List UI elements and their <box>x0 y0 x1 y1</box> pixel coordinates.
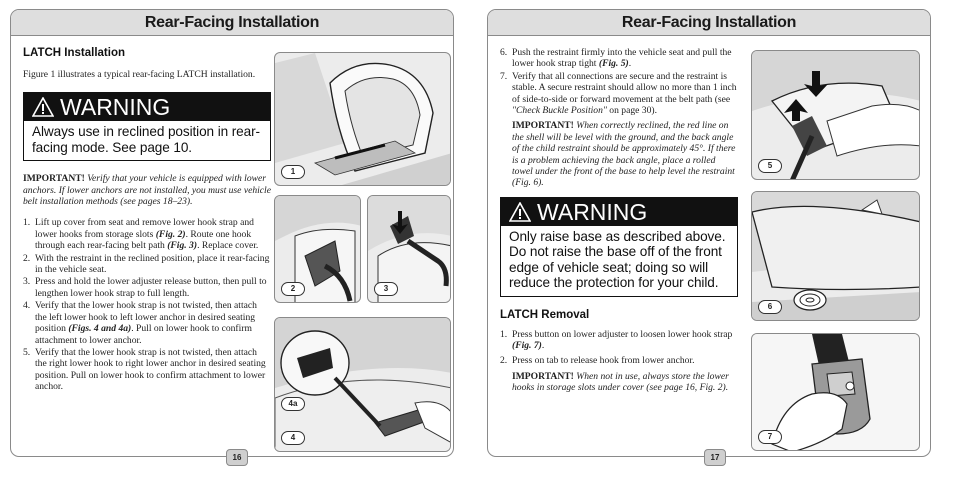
list-item: 5. Verify that the lower hook strap is not twisted, then attach the right lower hook to right lower anchor in desired seating position. Pull on lower hook to confirm attachment to lower anchor. <box>23 346 266 393</box>
left-page <box>10 9 454 462</box>
figure-7-label: 7 <box>758 430 782 444</box>
list-item: 7. Verify that all connections are secure and the restraint is stable. A secure restraint should allow no more than 1 inch of side-to-side or forward movement at the belt path (see "Check Buckle Position" on page 30). <box>500 70 737 117</box>
figure-2 <box>274 195 361 303</box>
figure-5 <box>751 50 920 180</box>
important-text: When not in use, always store the lower hooks in storage slots under cover (see page 16, Fig. 2). <box>512 370 729 394</box>
important-label: IMPORTANT! <box>512 120 574 132</box>
warning-triangle-icon <box>509 202 531 222</box>
list-item: 2. Press on tab to release hook from lower anchor. <box>500 355 695 367</box>
page-title: Rear-Facing Installation <box>11 10 453 36</box>
section-heading: LATCH Removal <box>500 308 590 321</box>
list-item: 1. Lift up cover from seat and remove lower hook strap and lower hooks from storage slots (Fig. 2). Route one hook through each rear-facing belt path (Fig. 3). Replace cover. <box>23 217 259 252</box>
important-text: Verify that your vehicle is equipped with lower anchors. If lower anchors are not installed, you must use vehicle belt installation methods (see pages 18–23). <box>23 173 271 208</box>
page-number: 16 <box>226 449 248 466</box>
right-text-column <box>500 47 738 404</box>
figure-3 <box>367 195 451 303</box>
list-item: 4. Verify that the lower hook strap is not twisted, then attach the left lower hook to left lower anchor in desired seating position (Figs. 4 and 4a). Pull on lower hook to confirm attachment to lower anchor. <box>23 300 257 346</box>
removal-steps <box>500 329 738 367</box>
installation-steps <box>23 217 271 392</box>
figure-6-label: 6 <box>758 300 782 314</box>
warning-body: Always use in reclined position in rear-facing mode. See page 10. <box>32 124 260 155</box>
list-item: 6. Push the restraint firmly into the vehicle seat and pull the lower hook strap tight (Fig. 5). <box>500 47 732 70</box>
list-item: 2. With the restraint in the reclined position, place it rear-facing in the vehicle seat. <box>23 252 270 276</box>
intro-paragraph: Figure 1 illustrates a typical rear-facing LATCH installation. <box>23 69 256 80</box>
figure-4 <box>274 317 451 452</box>
figure-3-label: 3 <box>374 282 398 296</box>
warning-title: WARNING <box>60 94 171 121</box>
important-label: IMPORTANT! <box>23 173 85 185</box>
figure-5-label: 5 <box>758 159 782 173</box>
figure-6 <box>751 191 920 321</box>
figure-1 <box>274 52 451 186</box>
page-number: 17 <box>704 449 726 466</box>
left-text-column <box>23 46 271 394</box>
figure-2-label: 2 <box>281 282 305 296</box>
important-label: IMPORTANT! <box>512 370 574 382</box>
figure-4-label: 4 <box>281 431 305 445</box>
warning-body: Only raise base as described above. Do not raise the base off of the front edge of vehicle seat; doing so will reduce the protection for your child. <box>509 228 726 291</box>
figure-7 <box>751 333 920 451</box>
list-item: 3. Press and hold the lower adjuster release button, then pull to lengthen lower hook strap to full length. <box>23 276 267 299</box>
figure-1-label: 1 <box>281 165 305 179</box>
warning-box <box>23 92 271 161</box>
installation-steps-continued <box>500 47 738 116</box>
section-heading: LATCH Installation <box>23 47 126 59</box>
important-note <box>23 173 271 207</box>
important-note <box>500 120 738 188</box>
warning-header <box>501 198 737 226</box>
removal-important-note <box>500 371 738 394</box>
list-item: 1. Press button on lower adjuster to loosen lower hook strap (Fig. 7). <box>500 328 733 351</box>
warning-box <box>500 197 738 297</box>
figure-4a-label: 4a <box>281 397 305 411</box>
important-text: When correctly reclined, the red line on the shell will be level with the ground, and the back angle of the child restraint should be approximately 45°. If there is a problem achieving the back angle, place a rolled towel under the front of the base to help level the restraint (Fig. 6). <box>512 120 736 189</box>
page-title: Rear-Facing Installation <box>488 10 930 36</box>
warning-title: WARNING <box>537 198 648 225</box>
right-page <box>487 9 931 462</box>
warning-triangle-icon <box>32 97 54 117</box>
warning-header <box>24 93 270 121</box>
